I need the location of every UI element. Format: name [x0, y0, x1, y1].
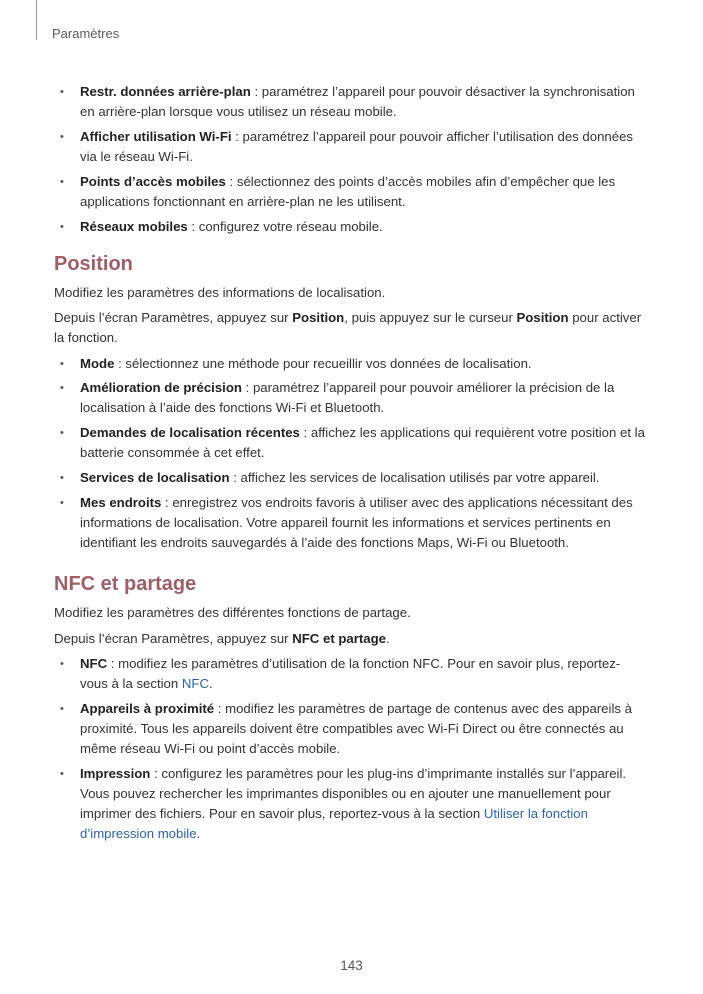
bullet-icon: •: [60, 472, 64, 485]
header-rule: [36, 0, 37, 40]
list-item-demandes: • Demandes de localisation récentes : affichez les applications qui requièrent votre position et la batterie consommée à cet effet.: [60, 425, 645, 461]
bullet-icon: •: [60, 657, 64, 670]
page-content: [54, 82, 648, 849]
bullet-icon: •: [60, 496, 64, 509]
nfc-intro: Modifiez les paramètres des différentes fonctions de partage.: [54, 605, 411, 621]
list-item-services: • Services de localisation : affichez les services de localisation utilisés par votre appareil.: [54, 468, 648, 488]
bullet-icon: •: [60, 357, 64, 370]
bullet-icon: •: [60, 427, 64, 440]
list-item-afficher-wifi: • Afficher utilisation Wi-Fi : paramétrez l’appareil pour pouvoir afficher l’utilisation des données via le réseau Wi-Fi.: [60, 128, 634, 165]
bullet-icon: •: [60, 382, 64, 395]
position-intro: Modifiez les paramètres des informations de localisation.: [54, 284, 386, 300]
bullet-icon: •: [60, 220, 64, 233]
nfc-list: [54, 654, 648, 845]
list-item-restr-donnees: • Restr. données arrière-plan : paramétrez l’appareil pour pouvoir désactiver la synchronisation en arrière-plan lorsque vous utilisez un réseau mobile.: [60, 84, 635, 120]
list-item-nfc: • NFC : modifiez les paramètres d’utilisation de la fonction NFC. Pour en savoir plus, reportez-vous à la section NFC.: [60, 655, 621, 691]
list-item-amelioration: • Amélioration de précision : paramétrez l’appareil pour pouvoir améliorer la précision de la localisation à l’aide des fonctions Wi-Fi et Bluetooth.: [60, 380, 615, 416]
list-item-reseaux-mobiles: • Réseaux mobiles : configurez votre réseau mobile.: [54, 217, 648, 237]
list-item-points-acces: • Points d’accès mobiles : sélectionnez des points d’accès mobiles afin d’empêcher que les applications fonctionnant en arrière-plan ne les utilisent.: [60, 173, 616, 210]
list-item-impression: • Impression : configurez les paramètres pour les plug-ins d’imprimante installés sur l’appareil. Vous pouvez rechercher les imprimantes disponibles ou en ajouter une manuellement pour imprimer des fichiers. Pour en savoir plus, reportez-vous à la section Utiliser la fonction d’impression mobile.: [60, 765, 627, 842]
section-title-position: Position: [54, 252, 133, 275]
running-header: Paramètres: [52, 26, 120, 41]
intro-list: [54, 82, 648, 237]
bullet-icon: •: [60, 130, 64, 143]
nfc-section-link[interactable]: NFC: [181, 675, 210, 691]
page-number: 143: [340, 958, 363, 973]
list-item-mode: • Mode : sélectionnez une méthode pour recueillir vos données de localisation.: [54, 354, 648, 374]
list-item-appareils-proximite: • Appareils à proximité : modifiez les paramètres de partage de contenus avec des appareils à proximité. Tous les appareils doivent être compatibles avec Wi-Fi Direct ou être connectés au même réseau Wi-Fi ou point d’accès mobile.: [60, 700, 632, 757]
mobile-printing-link[interactable]: Utiliser la fonction d’impression mobile: [80, 806, 588, 842]
bullet-icon: •: [60, 702, 64, 715]
bullet-icon: •: [60, 86, 64, 98]
list-item-mes-endroits: • Mes endroits : enregistrez vos endroits favoris à utiliser avec des applications nécessitant des informations de localisation. Votre appareil fournit les informations et services pertinents en identifiant les endroits sauvegardés à l’aide des fonctions Maps, Wi-Fi ou Bluetooth.: [60, 494, 633, 551]
position-list: [54, 354, 648, 554]
position-instructions: Depuis l’écran Paramètres, appuyez sur Position, puis appuyez sur le curseur Position pour activer la fonction.: [54, 310, 642, 346]
section-title-nfc: NFC et partage: [54, 573, 197, 596]
nfc-instructions: Depuis l’écran Paramètres, appuyez sur NFC et partage.: [54, 630, 390, 646]
bullet-icon: •: [60, 767, 64, 780]
bullet-icon: •: [60, 175, 64, 188]
